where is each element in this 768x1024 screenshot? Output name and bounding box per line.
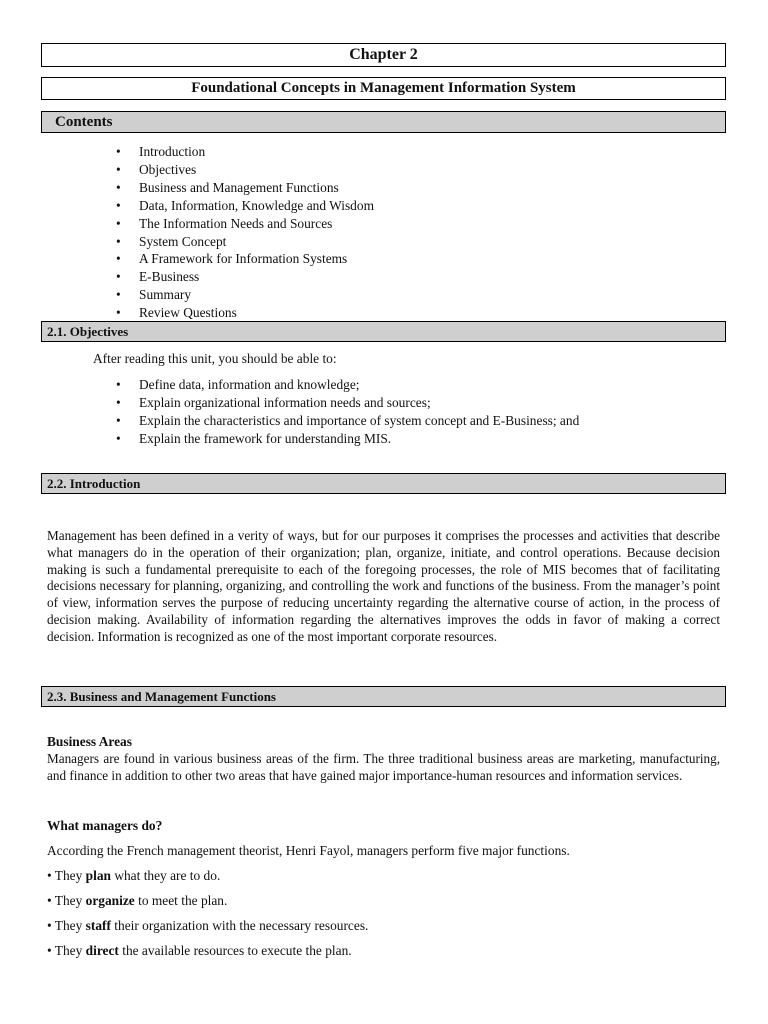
- contents-item: • Summary: [116, 286, 374, 304]
- function-bullet: • They: [47, 918, 86, 933]
- section-heading-introduction: 2.2. Introduction: [41, 473, 726, 494]
- function-text: their organization with the necessary resources.: [110, 918, 369, 933]
- function-bullet: • They: [47, 893, 86, 908]
- objective-item: • Explain organizational information needs and sources;: [116, 394, 579, 412]
- objectives-list: [116, 376, 579, 448]
- document-title: Foundational Concepts in Management Information System: [41, 77, 726, 100]
- objective-item: • Explain the characteristics and importance of system concept and E-Business; and: [116, 412, 579, 430]
- function-item: [47, 942, 352, 959]
- fayol-lead: According the French management theorist, Henri Fayol, managers perform five major functions.: [47, 843, 570, 858]
- chapter-title: Chapter 2: [41, 43, 726, 67]
- function-verb: direct: [85, 943, 119, 958]
- contents-heading: Contents: [41, 111, 726, 133]
- contents-item: • Objectives: [116, 161, 374, 179]
- introduction-paragraph: Management has been defined in a verity of ways, but for our purposes it comprises the processes and activities that describe what managers do in the operation of their organization; plan, organize, initiate, and control operations. Because decision making is such a fundamental prerequisite to each of the foregoing processes, the role of MIS becomes that of facilitating decisions necessary for planning, organizing, and controlling the work and functions of the business. From the manager’s point of view, information serves the purpose of reducing uncertainty regarding the alternative course of action, in the process of decision making. Availability of information regarding the alternatives improves the odds in favor of making a correct decision. Information is recognized as one of the most important corporate resources.: [47, 528, 720, 644]
- what-managers-do-heading: What managers do?: [47, 818, 163, 833]
- function-verb: plan: [85, 868, 111, 883]
- function-verb: staff: [85, 918, 111, 933]
- business-areas-paragraph: Managers are found in various business areas of the firm. The three traditional business areas are marketing, manufacturing, and finance in addition to other two areas that have gained major importance-human resources and information services.: [47, 751, 720, 783]
- contents-item: • The Information Needs and Sources: [116, 215, 374, 233]
- function-item: [47, 867, 220, 884]
- contents-item: • System Concept: [116, 233, 374, 251]
- objective-item: • Explain the framework for understanding MIS.: [116, 430, 579, 448]
- function-item: [47, 892, 227, 909]
- function-text: to meet the plan.: [134, 893, 228, 908]
- business-areas-heading: Business Areas: [47, 734, 132, 749]
- function-text: the available resources to execute the plan.: [118, 943, 352, 958]
- contents-item: • Business and Management Functions: [116, 179, 374, 197]
- function-item: [47, 917, 368, 934]
- section-heading-objectives: 2.1. Objectives: [41, 321, 726, 342]
- function-verb: organize: [85, 893, 135, 908]
- contents-item: • Data, Information, Knowledge and Wisdom: [116, 197, 374, 215]
- function-bullet: • They: [47, 868, 86, 883]
- objectives-lead: After reading this unit, you should be able to:: [93, 351, 337, 366]
- contents-list: [116, 143, 374, 322]
- contents-item: • A Framework for Information Systems: [116, 250, 374, 268]
- function-bullet: • They: [47, 943, 86, 958]
- section-heading-business: 2.3. Business and Management Functions: [41, 686, 726, 707]
- contents-item: • Review Questions: [116, 304, 374, 322]
- objective-item: • Define data, information and knowledge;: [116, 376, 579, 394]
- function-text: what they are to do.: [110, 868, 221, 883]
- contents-item: • Introduction: [116, 143, 374, 161]
- contents-item: • E-Business: [116, 268, 374, 286]
